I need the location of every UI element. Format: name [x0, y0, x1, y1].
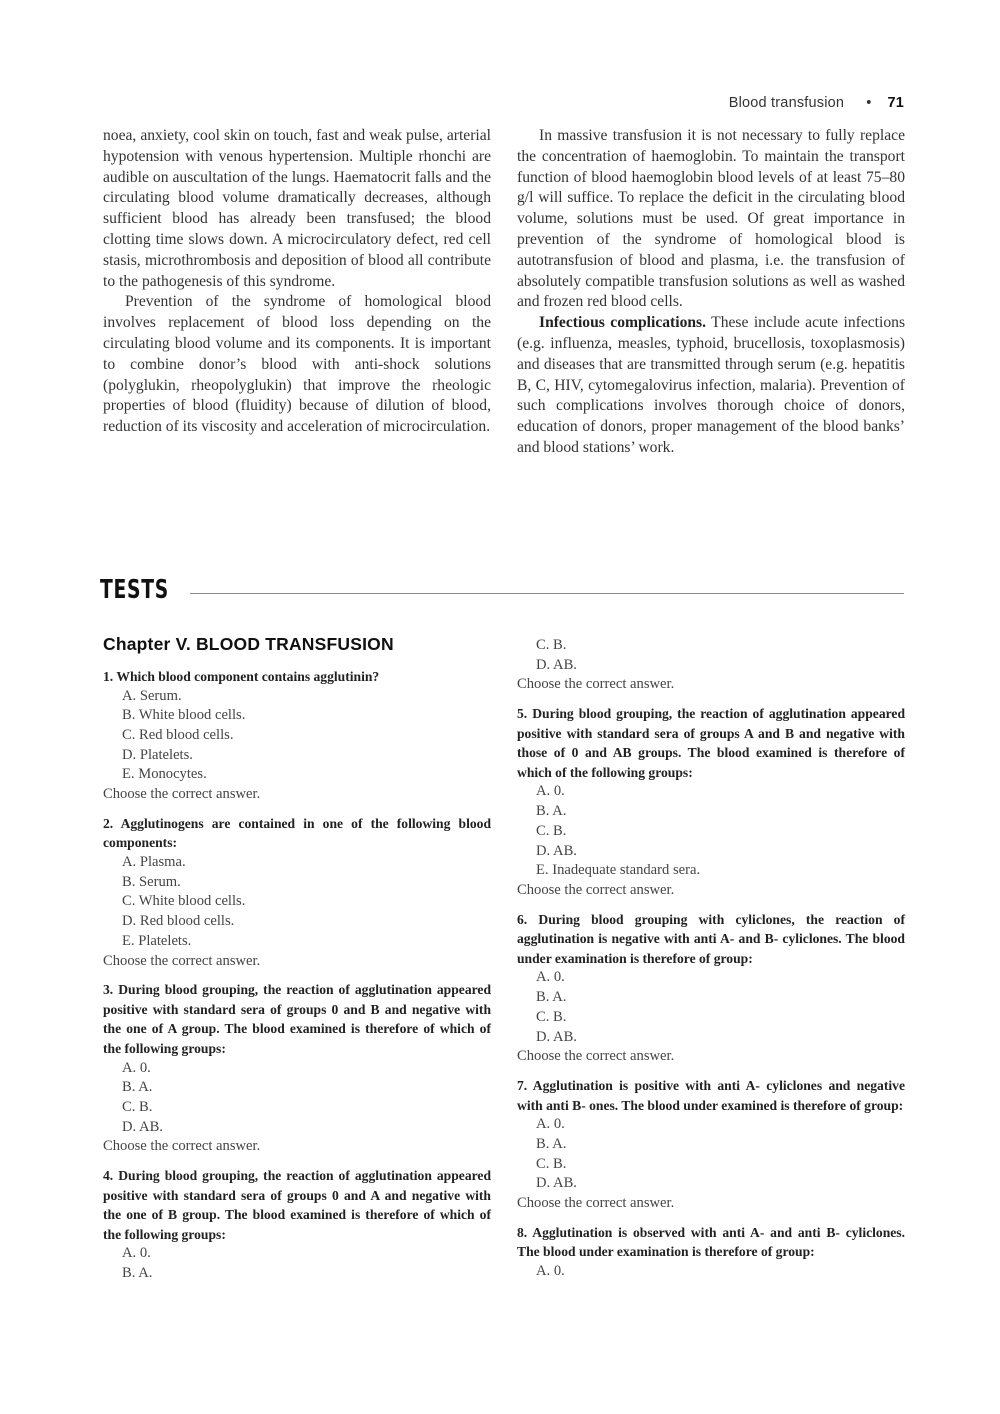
- body-paragraph: [517, 313, 905, 459]
- paragraph-lead-in: Infectious complications.: [539, 314, 707, 332]
- answer-option: D. AB.: [536, 1175, 577, 1192]
- answer-options: [517, 782, 905, 881]
- answer-option: D. AB.: [536, 1028, 577, 1045]
- answer-option: A. 0.: [536, 783, 565, 800]
- question-text: During blood grouping, the reaction of agglutination appeared positive with standard sera of groups 0 and A and negative with the one of B group. The blood examined is therefore of which of the following groups:: [103, 1168, 492, 1242]
- question-item: [517, 1076, 905, 1214]
- answer-option: E. Platelets.: [122, 932, 192, 949]
- answer-option: D. AB.: [536, 656, 577, 673]
- answer-option: A. 0.: [536, 969, 565, 986]
- page-number: 71: [887, 95, 904, 111]
- body-paragraph: noea, anxiety, cool skin on touch, fast and weak pulse, arterial hypotension with venous hypertension. Multiple rhonchi are audible on auscultation of the lungs. Haematocrit falls and the circulating blood volume dramatically decreases, although sufficient blood has already been transfused; the blood clotting time slows down. A microcirculatory defect, red cell stasis, microthrombosis and deposition of blood all contribute to the pathogenesis of this syndrome.: [103, 127, 491, 290]
- question-number: 8.: [517, 1224, 528, 1240]
- question-text: Which blood component contains agglutinin?: [116, 669, 380, 684]
- question-text: During blood grouping, the reaction of agglutination appeared positive with standard sera of groups A and B and negative with those of 0 and AB groups. The blood examined is therefore of which of the following groups:: [517, 706, 906, 780]
- answer-option: B. Serum.: [122, 873, 181, 890]
- answer-option: B. White blood cells.: [122, 707, 246, 724]
- answer-options: [517, 1262, 905, 1282]
- answer-option: B. A.: [536, 803, 567, 820]
- answer-option: B. A.: [122, 1265, 153, 1282]
- question-instruction: Choose the correct answer.: [517, 1195, 675, 1211]
- question-text: During blood grouping with cyliclones, the reaction of agglutination is negative with anti A- and B- cyliclones. The blood under examination is therefore of group:: [517, 911, 906, 966]
- answer-option: A. 0.: [536, 1262, 565, 1279]
- question-text: Agglutination is positive with anti A- cyliclones and negative with anti B- ones. The blood under examined is therefore of group:: [517, 1078, 905, 1113]
- answer-option: E. Monocytes.: [122, 766, 207, 783]
- question-instruction: Choose the correct answer.: [103, 1138, 261, 1155]
- answer-option: D. AB.: [536, 842, 577, 859]
- answer-options: [103, 687, 491, 786]
- question-continuation: [517, 636, 905, 695]
- answer-option: C. White blood cells.: [122, 893, 246, 910]
- question-number: 3.: [103, 982, 114, 998]
- question-stem: [103, 667, 491, 687]
- question-item: [103, 980, 491, 1157]
- question-item: [517, 704, 905, 901]
- question-stem: [517, 1223, 905, 1262]
- running-title: Blood transfusion: [728, 95, 845, 111]
- paragraph-text: These include acute infections (e.g. influenza, measles, typhoid, brucellosis, toxoplasmosis) and diseases that are transmitted through serum (e.g. hepatitis B, C, HIV, cytomegalovirus infection, malaria). Prevention of such complications involves thorough choice of donors, education of donors, proper management of the blood banks’ and blood stations’ work.: [517, 314, 906, 456]
- answer-option: A. 0.: [536, 1116, 565, 1133]
- questions-left-column: [103, 634, 491, 1293]
- question-number: 2.: [103, 815, 114, 831]
- question-number: 6.: [517, 911, 528, 927]
- question-number: 4.: [103, 1168, 114, 1184]
- question-item: [103, 667, 491, 805]
- answer-option: D. AB.: [122, 1118, 163, 1135]
- answer-option: B. A.: [536, 1135, 567, 1152]
- body-paragraph: In massive transfusion it is not necessary to fully replace the concentration of haemoglobin. To maintain the transport function of blood haemoglobin blood levels of at least 75–80 g/l will suffice. To replace the deficit in the circulating blood volume, solutions must be used. Of great importance in prevention of the syndrome of homological blood is autotransfusion of blood and plasma, i.e. the transfusion of absolutely compatible transfusion solutions as well as washed and frozen red blood cells.: [517, 127, 905, 311]
- question-text: Agglutinogens are contained in one of the following blood components:: [103, 815, 492, 851]
- answer-options: [103, 1059, 491, 1138]
- answer-option: B. A.: [536, 989, 567, 1006]
- body-left-column: [103, 126, 491, 438]
- question-number: 1.: [103, 669, 114, 684]
- tests-section-heading: [100, 572, 904, 608]
- question-stem: [103, 980, 491, 1058]
- heading-rule: [190, 593, 904, 594]
- answer-options: [517, 968, 905, 1047]
- answer-option: A. 0.: [122, 1059, 151, 1076]
- answer-option: A. Serum.: [122, 687, 182, 704]
- body-right-column: [517, 126, 905, 459]
- question-instruction: Choose the correct answer.: [517, 1048, 675, 1065]
- question-stem: [103, 814, 491, 853]
- question-text: Agglutination is observed with anti A- and anti B- cyliclones. The blood under examination is therefore of group:: [517, 1224, 905, 1260]
- answer-option: E. Inadequate standard sera.: [536, 862, 701, 879]
- body-paragraph: Prevention of the syndrome of homological blood involves replacement of blood loss depending on the circulating blood volume and its components. It is important to combine donor’s blood with anti-shock solutions (polyglukin, rheopolyglukin) that improve the rheologic properties of blood (fluidity) because of dilution of blood, reduction of its viscosity and acceleration of microcirculation.: [103, 293, 491, 436]
- question-number: 5.: [517, 706, 528, 722]
- answer-option: D. Red blood cells.: [122, 913, 235, 930]
- answer-option: C. B.: [122, 1099, 153, 1115]
- question-instruction: Choose the correct answer.: [517, 882, 675, 898]
- question-stem: [517, 1076, 905, 1115]
- question-item: [103, 814, 491, 971]
- question-number: 7.: [517, 1078, 528, 1093]
- answer-option: C. B.: [536, 637, 567, 653]
- answer-option: D. Platelets.: [122, 746, 193, 763]
- answer-options: [103, 1244, 491, 1283]
- questions-right-column: [517, 636, 905, 1291]
- question-text: During blood grouping, the reaction of agglutination appeared positive with standard sera of groups 0 and B and negative with the one of A group. The blood examined is therefore of which of the following groups:: [103, 982, 492, 1056]
- question-instruction: Choose the correct answer.: [517, 676, 675, 693]
- question-item: [517, 1223, 905, 1282]
- answer-option: C. Red blood cells.: [122, 727, 234, 743]
- answer-options: [103, 853, 491, 952]
- question-instruction: Choose the correct answer.: [103, 952, 261, 969]
- question-stem: [103, 1166, 491, 1244]
- answer-option: B. A.: [122, 1079, 153, 1096]
- running-header: [729, 95, 904, 111]
- answer-option: A. Plasma.: [122, 854, 186, 870]
- answer-option: C. B.: [536, 822, 567, 839]
- answer-option: C. B.: [536, 1008, 567, 1025]
- header-separator: •: [866, 95, 872, 111]
- question-stem: [517, 704, 905, 782]
- question-item: [103, 1166, 491, 1284]
- chapter-title: Chapter V. BLOOD TRANSFUSION: [103, 634, 394, 654]
- answer-options: [517, 1115, 905, 1194]
- answer-option: A. 0.: [122, 1245, 151, 1262]
- question-instruction: Choose the correct answer.: [103, 786, 261, 803]
- question-stem: [517, 910, 905, 969]
- question-item: [517, 910, 905, 1067]
- answer-option: C. B.: [536, 1155, 567, 1172]
- tests-heading-label: TESTS: [100, 575, 169, 605]
